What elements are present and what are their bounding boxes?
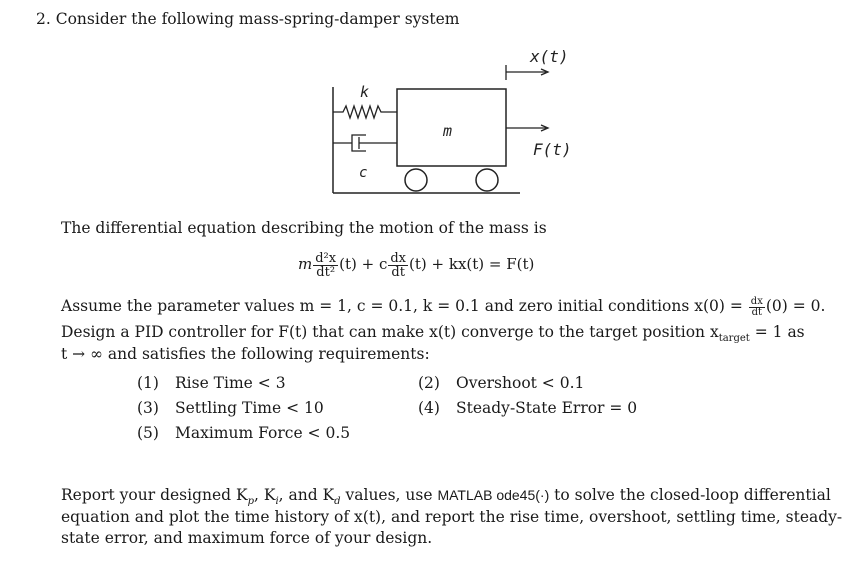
report-line-1: Report your designed $K_p$, $K_i$, and $K_d$ values, use MATLAB ode45(·) to solve the closed-loop differential — [61, 486, 831, 508]
spring-label: k — [360, 83, 370, 101]
requirement-item: (4) Steady-State Error = 0 — [418, 399, 638, 417]
report-line-3: state error, and maximum force of your design. — [61, 529, 433, 547]
position-label: x(t) — [530, 47, 569, 66]
right-wheel — [476, 169, 498, 191]
report-line-2: equation and plot the time history of x(t), and report the rise time, overshoot, settling time, steady- — [61, 508, 842, 526]
matlab-reference: MATLAB ode45(·) — [437, 487, 550, 503]
mass-label: m — [443, 122, 453, 140]
question-number: 2. — [36, 10, 51, 28]
damper-label: c — [359, 165, 368, 181]
requirement-item: (5) Maximum Force < 0.5 — [137, 424, 351, 442]
eq-first-derivative: $\frac{dx}{dt}$ — [390, 250, 407, 280]
design-line-2: t → ∞ and satisfies the following requirements: — [61, 345, 430, 363]
differential-equation — [298, 250, 534, 279]
requirement-item: (2) Overshoot < 0.1 — [418, 374, 585, 392]
requirement-item: (1) Rise Time < 3 — [137, 374, 286, 392]
force-label: F(t) — [533, 140, 572, 159]
damper — [333, 135, 397, 151]
eq-part2: (t) + kx(t) = F(t) — [409, 255, 535, 273]
design-line: Design a PID controller for F(t) that can make x(t) converge to the target position $x_{target} = 1$ as — [61, 323, 805, 345]
params-derivative: $\frac{dx}{dt}$ — [750, 295, 763, 318]
equation-intro: The differential equation describing the motion of the mass is — [61, 219, 547, 237]
eq-part1: (t) + c — [339, 255, 388, 273]
question-intro: Consider the following mass-spring-damper system — [55, 10, 460, 28]
eq-second-derivative: $\frac{\text{d²x}}{\text{dt²}}$ — [315, 250, 337, 280]
requirement-item: (3) Settling Time < 10 — [137, 399, 324, 417]
spring — [333, 106, 397, 118]
left-wheel — [405, 169, 427, 191]
parameters-line: Assume the parameter values m = 1, c = 0.1, k = 0.1 and zero initial conditions x(0) = $\frac{dx}{dt}$ (0) = 0. — [61, 295, 826, 318]
eq-mass: m — [298, 255, 313, 273]
